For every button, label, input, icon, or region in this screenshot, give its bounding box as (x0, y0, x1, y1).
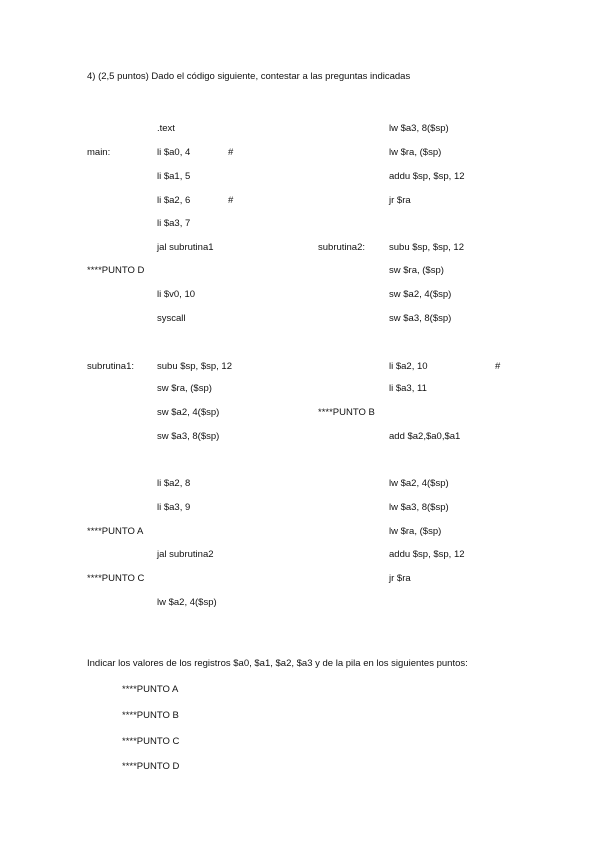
code-line: jal subrutina2 (157, 549, 214, 560)
subrutina1-label: subrutina1: (87, 361, 135, 372)
code-line: li $a0, 4 (157, 147, 191, 158)
code-line: lw $a3, 8($sp) (389, 123, 449, 134)
point-item: ****PUNTO C (122, 736, 180, 747)
code-line: li $v0, 10 (157, 289, 196, 300)
code-line: li $a3, 11 (389, 383, 427, 394)
code-line: lw $a2, 4($sp) (389, 478, 449, 489)
code-line: lw $a2, 4($sp) (157, 597, 217, 608)
code-line: lw $ra, ($sp) (389, 147, 442, 158)
code-line: subu $sp, $sp, 12 (157, 361, 232, 372)
code-line: addu $sp, $sp, 12 (389, 549, 465, 560)
code-line: jr $ra (389, 573, 411, 584)
point-item: ****PUNTO B (122, 710, 179, 721)
code-line: jr $ra (389, 195, 411, 206)
punto-b-marker: ****PUNTO B (318, 407, 375, 418)
code-line: sw $a2, 4($sp) (157, 407, 220, 418)
code-line: subu $sp, $sp, 12 (389, 242, 464, 253)
point-item: ****PUNTO A (122, 684, 179, 695)
punto-d-marker: ****PUNTO D (87, 265, 145, 276)
code-line: sw $ra, ($sp) (157, 383, 212, 394)
main-label: main: (87, 147, 111, 158)
code-line: syscall (157, 313, 186, 324)
code-comment: # (228, 195, 234, 206)
exercise-heading: 4) (2,5 puntos) Dado el código siguiente, contestar a las preguntas indicadas (87, 71, 411, 82)
question-text: Indicar los valores de los registros $a0, $a1, $a2, $a3 y de la pila en los siguientes puntos: (87, 658, 468, 669)
code-line: sw $ra, ($sp) (389, 265, 444, 276)
code-line: li $a2, 8 (157, 478, 191, 489)
subrutina2-label: subrutina2: (318, 242, 366, 253)
punto-c-marker: ****PUNTO C (87, 573, 145, 584)
code-line: sw $a3, 8($sp) (157, 431, 220, 442)
punto-a-marker: ****PUNTO A (87, 526, 144, 537)
code-line: li $a2, 6 (157, 195, 191, 206)
code-comment: # (495, 361, 501, 372)
code-line: addu $sp, $sp, 12 (389, 171, 465, 182)
code-line: li $a2, 10 (389, 361, 428, 372)
code-line: li $a3, 9 (157, 502, 191, 513)
code-line: sw $a2, 4($sp) (389, 289, 452, 300)
text-directive: .text (157, 123, 175, 134)
code-line: lw $a3, 8($sp) (389, 502, 449, 513)
code-line: li $a1, 5 (157, 171, 191, 182)
code-line: li $a3, 7 (157, 218, 191, 229)
point-item: ****PUNTO D (122, 761, 180, 772)
code-line: lw $ra, ($sp) (389, 526, 442, 537)
code-line: sw $a3, 8($sp) (389, 313, 452, 324)
code-line: add $a2,$a0,$a1 (389, 431, 461, 442)
code-comment: # (228, 147, 234, 158)
code-line: jal subrutina1 (157, 242, 214, 253)
